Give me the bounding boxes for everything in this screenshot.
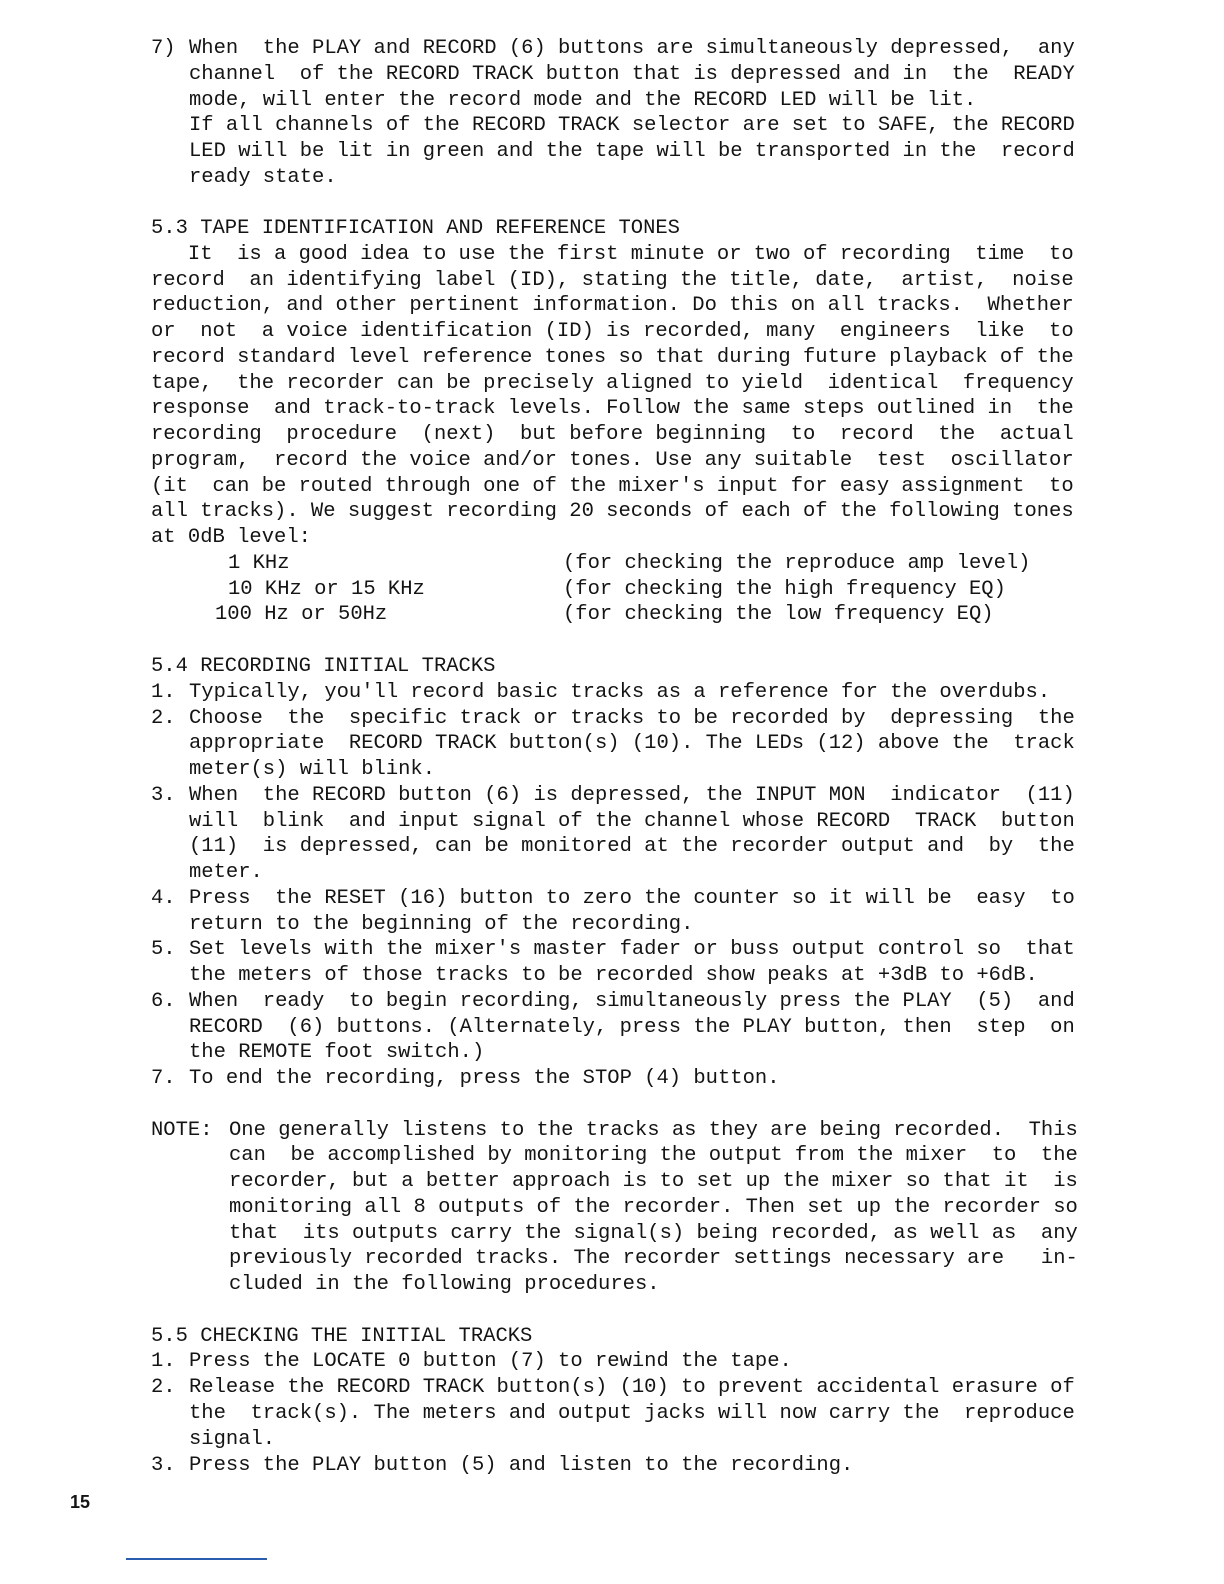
text-line: (11) is depressed, can be monitored at the recorder output and by the — [189, 835, 1075, 858]
text-line: or not a voice identification (ID) is recorded, many engineers like to — [151, 320, 1074, 343]
item-number: 2. — [151, 707, 176, 730]
text-line: the REMOTE foot switch.) — [189, 1041, 485, 1064]
text-line: the meters of those tracks to be recorded show peaks at +3dB to +6dB. — [189, 964, 1038, 987]
item-number: 7. — [151, 1067, 176, 1090]
text-line: at 0dB level: — [151, 526, 311, 549]
note-label: NOTE: — [151, 1119, 213, 1142]
text-line: Set levels with the mixer's master fader or buss output control so that — [189, 938, 1075, 961]
item-number: 1. — [151, 681, 176, 704]
text-line: can be accomplished by monitoring the output from the mixer to the — [229, 1144, 1078, 1167]
tone-frequency: 10 KHz or 15 KHz — [228, 578, 425, 601]
text-line: all tracks). We suggest recording 20 seconds of each of the following tones — [151, 500, 1074, 523]
text-line: If all channels of the RECORD TRACK selector are set to SAFE, the RECORD — [189, 114, 1075, 137]
section-heading: 5.4 RECORDING INITIAL TRACKS — [151, 655, 496, 678]
text-line: (it can be routed through one of the mixer's input for easy assignment to — [151, 475, 1074, 498]
item-number: 7) — [151, 37, 176, 60]
text-line: will blink and input signal of the channel whose RECORD TRACK button — [189, 810, 1075, 833]
text-line: To end the recording, press the STOP (4) button. — [189, 1067, 780, 1090]
item-number: 5. — [151, 938, 176, 961]
text-line: meter(s) will blink. — [189, 758, 436, 781]
text-line: recorder, but a better approach is to set up the mixer so that it is — [229, 1170, 1078, 1193]
text-line: response and track-to-track levels. Follow the same steps outlined in the — [151, 397, 1074, 420]
section-heading: 5.5 CHECKING THE INITIAL TRACKS — [151, 1325, 533, 1348]
page-number: 15 — [70, 1492, 91, 1512]
text-line: that its outputs carry the signal(s) being recorded, as well as any — [229, 1222, 1078, 1245]
tone-frequency: 100 Hz or 50Hz — [215, 603, 388, 626]
text-line: Press the LOCATE 0 button (7) to rewind the tape. — [189, 1350, 792, 1373]
item-number: 3. — [151, 784, 176, 807]
section-heading: 5.3 TAPE IDENTIFICATION AND REFERENCE TONES — [151, 217, 680, 240]
tone-purpose: (for checking the reproduce amp level) — [563, 552, 1031, 575]
text-line: mode, will enter the record mode and the RECORD LED will be lit. — [189, 89, 977, 112]
text-line: It is a good idea to use the first minute or two of recording time to — [151, 243, 1074, 266]
text-line: LED will be lit in green and the tape will be transported in the record — [189, 140, 1075, 163]
text-line: Press the PLAY button (5) and listen to the recording. — [189, 1454, 854, 1477]
text-line: tape, the recorder can be precisely aligned to yield identical frequency — [151, 372, 1074, 395]
text-line: Release the RECORD TRACK button(s) (10) to prevent accidental erasure of — [189, 1376, 1075, 1399]
text-line: return to the beginning of the recording. — [189, 913, 694, 936]
text-line: Typically, you'll record basic tracks as a reference for the overdubs. — [189, 681, 1051, 704]
text-line: program, record the voice and/or tones. Use any suitable test oscillator — [151, 449, 1074, 472]
text-line: record standard level reference tones so that during future playback of the — [151, 346, 1074, 369]
item-number: 2. — [151, 1376, 176, 1399]
text-line: When the PLAY and RECORD (6) buttons are simultaneously depressed, any — [189, 37, 1075, 60]
text-line: When ready to begin recording, simultaneously press the PLAY (5) and — [189, 990, 1075, 1013]
text-line: recording procedure (next) but before beginning to record the actual — [151, 423, 1074, 446]
footer-rule — [126, 1558, 267, 1560]
item-number: 3. — [151, 1454, 176, 1477]
item-number: 1. — [151, 1350, 176, 1373]
text-line: cluded in the following procedures. — [229, 1273, 660, 1296]
text-line: the track(s). The meters and output jacks will now carry the reproduce — [189, 1402, 1075, 1425]
text-line: Press the RESET (16) button to zero the counter so it will be easy to — [189, 887, 1075, 910]
text-line: channel of the RECORD TRACK button that is depressed and in the READY — [189, 63, 1075, 86]
item-number: 6. — [151, 990, 176, 1013]
text-line: monitoring all 8 outputs of the recorder. Then set up the recorder so — [229, 1196, 1078, 1219]
text-line: meter. — [189, 861, 263, 884]
text-line: ready state. — [189, 166, 337, 189]
text-line: record an identifying label (ID), stating the title, date, artist, noise — [151, 269, 1074, 292]
item-number: 4. — [151, 887, 176, 910]
text-line: reduction, and other pertinent information. Do this on all tracks. Whether — [151, 294, 1074, 317]
text-line: One generally listens to the tracks as they are being recorded. This — [229, 1119, 1078, 1142]
tone-purpose: (for checking the high frequency EQ) — [563, 578, 1006, 601]
text-line: RECORD (6) buttons. (Alternately, press the PLAY button, then step on — [189, 1016, 1075, 1039]
text-line: previously recorded tracks. The recorder settings necessary are in- — [229, 1247, 1078, 1270]
text-line: When the RECORD button (6) is depressed, the INPUT MON indicator (11) — [189, 784, 1075, 807]
text-line: appropriate RECORD TRACK button(s) (10). The LEDs (12) above the track — [189, 732, 1075, 755]
text-line: signal. — [189, 1428, 276, 1451]
tone-frequency: 1 KHz — [228, 552, 290, 575]
tone-purpose: (for checking the low frequency EQ) — [563, 603, 994, 626]
text-line: Choose the specific track or tracks to be recorded by depressing the — [189, 707, 1075, 730]
